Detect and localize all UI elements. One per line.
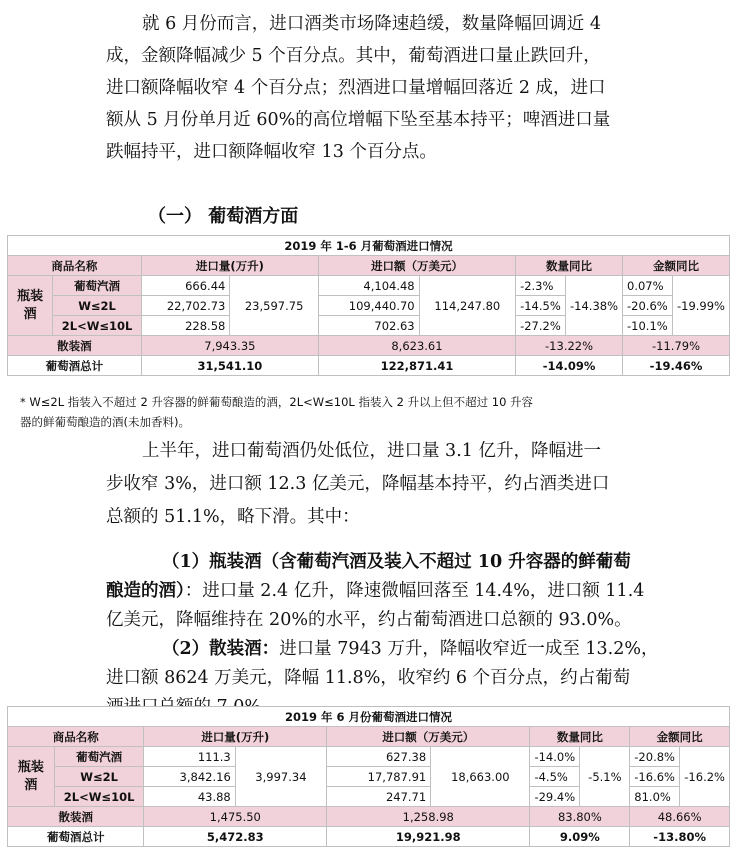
total-row xyxy=(8,827,730,847)
header-qty-yoy: 数量同比 xyxy=(516,256,623,276)
row-name: W≤2L xyxy=(54,767,144,787)
bulk-qty-yoy: -13.22% xyxy=(516,336,623,356)
table-header-row xyxy=(8,256,730,276)
total-name: 葡萄酒总计 xyxy=(8,827,144,847)
bottled-amount: 18,663.00 xyxy=(431,747,530,807)
bottled-qty-yoy: -14.38% xyxy=(566,276,623,336)
row-volume: 3,842.16 xyxy=(144,767,235,787)
header-volume: 进口量(万升) xyxy=(141,256,318,276)
paragraph-line: 总额的 51.1%，略下滑。其中： xyxy=(106,507,360,527)
intro-line: 额从 5 月份单月近 60%的高位增幅下坠至基本持平；啤酒进口量 xyxy=(106,110,611,130)
row-amount: 247.71 xyxy=(327,787,431,807)
table-header-row xyxy=(8,727,730,747)
bulk-row xyxy=(8,336,730,356)
paragraph-text: 进口量 7943 万升，降幅收窄近一成至 13.2%， xyxy=(279,639,659,659)
row-qty-yoy: -4.5% xyxy=(530,767,580,787)
header-val-yoy: 金额同比 xyxy=(623,256,730,276)
total-row xyxy=(8,356,730,376)
paragraph-line: 亿美元，降幅维持在 20%的水平，约占葡萄酒进口总额的 93.0%。 xyxy=(106,610,632,630)
row-volume: 43.88 xyxy=(144,787,235,807)
bottled-amount: 114,247.80 xyxy=(419,276,515,336)
bottled-volume: 3,997.34 xyxy=(235,747,326,807)
bottled-group-label: 瓶装 酒 xyxy=(8,747,55,807)
header-name: 商品名称 xyxy=(8,727,144,747)
row-val-yoy: 0.07% xyxy=(623,276,673,296)
intro-line: 成，金额降幅减少 5 个百分点。其中，葡萄酒进口量止跌回升， xyxy=(106,46,601,66)
table-title: 2019 年 1-6 月葡萄酒进口情况 xyxy=(8,236,730,256)
total-qty-yoy: 9.09% xyxy=(530,827,630,847)
bulk-volume: 7,943.35 xyxy=(141,336,318,356)
paragraph-text: ：进口量 2.4 亿升，降速微幅回落至 14.4%，进口额 11.4 xyxy=(184,581,645,601)
row-val-yoy: -10.1% xyxy=(623,316,673,336)
row-val-yoy: -20.6% xyxy=(623,296,673,316)
wine-import-table-june xyxy=(7,706,730,847)
intro-line: 就 6 月份而言，进口酒类市场降速趋缓，数量降幅回调近 4 xyxy=(142,14,601,34)
intro-line: 跌幅持平，进口额降幅收窄 13 个百分点。 xyxy=(106,142,437,162)
total-amount: 19,921.98 xyxy=(327,827,530,847)
header-volume: 进口量(万升) xyxy=(144,727,327,747)
wine-import-table-h1 xyxy=(7,235,730,376)
bottled-volume: 23,597.75 xyxy=(230,276,319,336)
paragraph-line: 进口额 8624 万美元，降幅 11.8%，收窄约 6 个百分点，约占葡萄 xyxy=(106,668,631,688)
bottled-val-yoy: -19.99% xyxy=(672,276,729,336)
total-val-yoy: -19.46% xyxy=(623,356,730,376)
total-volume: 31,541.10 xyxy=(141,356,318,376)
intro-line: 进口额降幅收窄 4 个百分点；烈酒进口量增幅回落近 2 成，进口 xyxy=(106,78,606,98)
bulk-amount: 1,258.98 xyxy=(327,807,530,827)
total-amount: 122,871.41 xyxy=(318,356,515,376)
intro-paragraph xyxy=(0,8,732,168)
detail-paragraph xyxy=(0,548,732,722)
row-val-yoy: -16.6% xyxy=(630,767,680,787)
table-row xyxy=(8,747,730,767)
section-heading: （一） 葡萄酒方面 xyxy=(148,206,299,227)
paragraph-line: 步收窄 3%，进口额 12.3 亿美元，降幅基本持平，约占酒类进口 xyxy=(106,474,610,494)
row-amount: 627.38 xyxy=(327,747,431,767)
table-footnote xyxy=(20,392,720,432)
row-amount: 702.63 xyxy=(318,316,419,336)
row-qty-yoy: -14.0% xyxy=(530,747,580,767)
table-title: 2019 年 6 月份葡萄酒进口情况 xyxy=(8,707,730,727)
bulk-qty-yoy: 83.80% xyxy=(530,807,630,827)
row-qty-yoy: -27.2% xyxy=(516,316,566,336)
paragraph-line: 上半年，进口葡萄酒仍处低位，进口量 3.1 亿升，降幅进一 xyxy=(142,441,601,461)
row-volume: 111.3 xyxy=(144,747,235,767)
half-year-paragraph xyxy=(0,435,732,534)
footnote-line: 器的鲜葡萄酿造的酒(未加香料)。 xyxy=(20,415,190,429)
bulk-row xyxy=(8,807,730,827)
row-name: 葡萄汽酒 xyxy=(53,276,142,296)
bulk-name: 散装酒 xyxy=(8,807,144,827)
footnote-line: * W≤2L 指装入不超过 2 升容器的鲜葡萄酿造的酒，2L<W≤10L 指装入 2 升以上但不超过 10 升容 xyxy=(20,395,534,409)
header-name: 商品名称 xyxy=(8,256,142,276)
row-amount: 109,440.70 xyxy=(318,296,419,316)
total-name: 葡萄酒总计 xyxy=(8,356,142,376)
header-amount: 进口额（万美元） xyxy=(318,256,515,276)
row-amount: 4,104.48 xyxy=(318,276,419,296)
bulk-val-yoy: -11.79% xyxy=(623,336,730,356)
header-amount: 进口额（万美元） xyxy=(327,727,530,747)
row-name: 2L<W≤10L xyxy=(54,787,144,807)
bulk-heading: （2）散装酒： xyxy=(162,639,280,659)
row-name: 葡萄汽酒 xyxy=(54,747,144,767)
bottled-qty-yoy: -5.1% xyxy=(580,747,630,807)
bottled-group-label: 瓶装 酒 xyxy=(8,276,53,336)
bottled-heading: （1）瓶装酒（含葡萄汽酒及装入不超过 10 升容器的鲜葡萄 xyxy=(162,552,631,572)
row-qty-yoy: -29.4% xyxy=(530,787,580,807)
bottled-heading-cont: 酿造的酒） xyxy=(106,581,185,601)
row-amount: 17,787.91 xyxy=(327,767,431,787)
row-name: 2L<W≤10L xyxy=(53,316,142,336)
bottled-val-yoy: -16.2% xyxy=(680,747,730,807)
total-val-yoy: -13.80% xyxy=(630,827,730,847)
row-name: W≤2L xyxy=(53,296,142,316)
row-volume: 22,702.73 xyxy=(141,296,230,316)
bulk-amount: 8,623.61 xyxy=(318,336,515,356)
row-val-yoy: 81.0% xyxy=(630,787,680,807)
row-volume: 666.44 xyxy=(141,276,230,296)
total-qty-yoy: -14.09% xyxy=(516,356,623,376)
bulk-volume: 1,475.50 xyxy=(144,807,327,827)
bulk-name: 散装酒 xyxy=(8,336,142,356)
row-qty-yoy: -14.5% xyxy=(516,296,566,316)
bulk-val-yoy: 48.66% xyxy=(630,807,730,827)
table-row xyxy=(8,276,730,296)
row-qty-yoy: -2.3% xyxy=(516,276,566,296)
header-qty-yoy: 数量同比 xyxy=(530,727,630,747)
row-val-yoy: -20.8% xyxy=(630,747,680,767)
row-volume: 228.58 xyxy=(141,316,230,336)
total-volume: 5,472.83 xyxy=(144,827,327,847)
header-val-yoy: 金额同比 xyxy=(630,727,730,747)
